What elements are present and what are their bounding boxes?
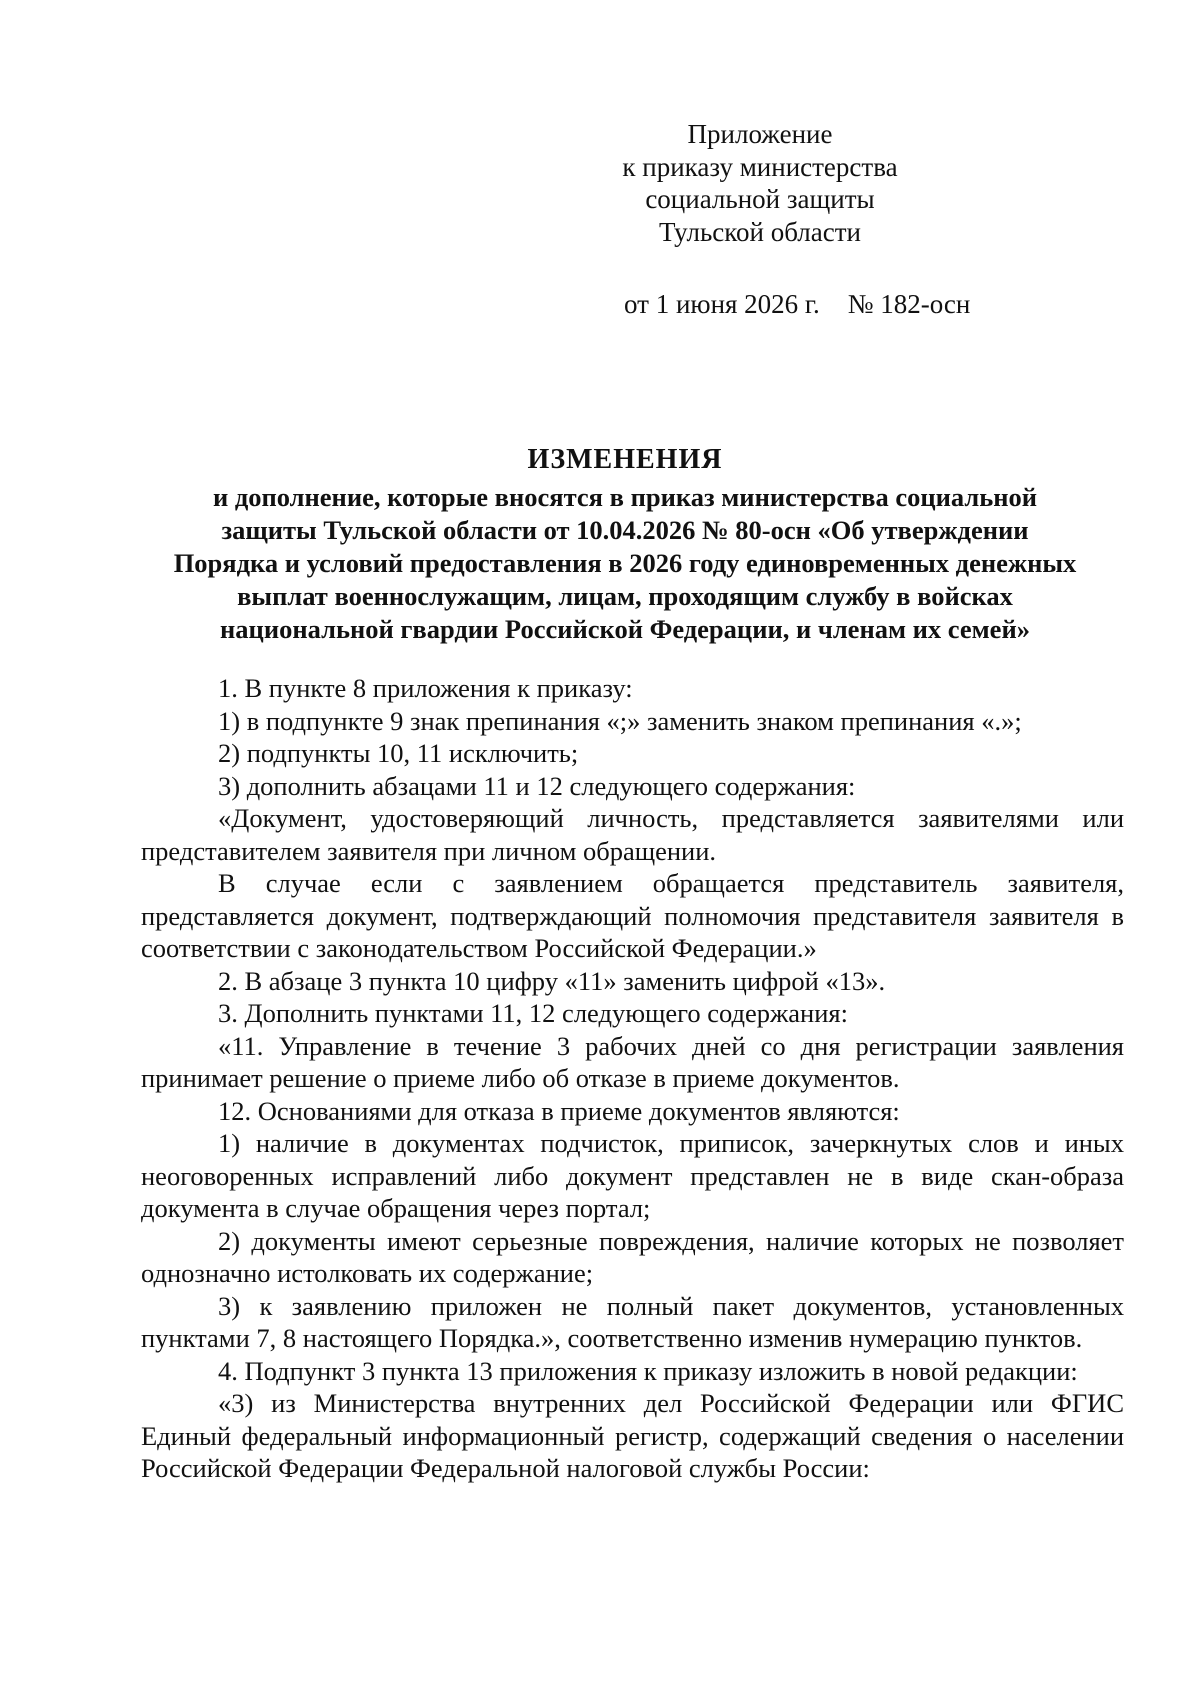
- appendix-header: [590, 118, 930, 248]
- paragraph: «3) из Министерства внутренних дел Российской Федерации или ФГИС Единый федеральный информационный регистр, содержащий сведения о населении Российской Федерации Федеральной налоговой службы России:: [141, 1388, 1124, 1483]
- title-line: национальной гвардии Российской Федерации, и членам их семей»: [220, 614, 1030, 644]
- paragraph: 3. Дополнить пунктами 11, 12 следующего содержания:: [218, 998, 848, 1028]
- paragraph: 2) документы имеют серьезные повреждения, наличие которых не позволяет однозначно истолковать их содержание;: [141, 1225, 1124, 1288]
- appendix-line: к приказу министерства: [622, 151, 898, 182]
- appendix-line: Приложение: [687, 119, 833, 149]
- paragraph: 3) к заявлению приложен не полный пакет документов, установленных пунктами 7, 8 настоящего Порядка.», соответственно изменив нумерацию пунктов.: [141, 1290, 1124, 1353]
- paragraph: «11. Управление в течение 3 рабочих дней со дня регистрации заявления принимает решение о приеме либо об отказе в приеме документов.: [141, 1030, 1124, 1093]
- order-number: № 182-осн: [847, 289, 971, 319]
- title-line: выплат военнослужащим, лицам, проходящим службу в войсках: [237, 581, 1013, 611]
- title-main: ИЗМЕНЕНИЯ: [527, 444, 723, 475]
- order-date-number: [624, 288, 1004, 320]
- title-line: защиты Тульской области от 10.04.2026 № 80-осн «Об утверждении: [221, 515, 1029, 545]
- document-body: [141, 672, 1124, 1485]
- order-date: от 1 июня 2026 г.: [624, 289, 820, 319]
- paragraph: 2) подпункты 10, 11 исключить;: [218, 738, 579, 768]
- appendix-line: социальной защиты: [645, 184, 875, 214]
- document-title: [130, 442, 1120, 646]
- title-line: и дополнение, которые вносятся в приказ министерства социальной: [212, 482, 1038, 512]
- paragraph: 3) дополнить абзацами 11 и 12 следующего содержания:: [218, 770, 856, 801]
- paragraph: В случае если с заявлением обращается представитель заявителя, представляется документ, подтверждающий полномочия представителя заявителя в соответствии с законодательством Российской Федерации.»: [141, 868, 1124, 963]
- paragraph: 1. В пункте 8 приложения к приказу:: [218, 673, 633, 703]
- paragraph: «Документ, удостоверяющий личность, представляется заявителями или представителем заявителя при личном обращении.: [141, 803, 1124, 866]
- title-line: Порядка и условий предоставления в 2026 году единовременных денежных: [173, 548, 1077, 578]
- appendix-line: Тульской области: [659, 216, 861, 247]
- paragraph: 12. Основаниями для отказа в приеме документов являются:: [218, 1095, 900, 1126]
- paragraph: 1) в подпункте 9 знак препинания «;» заменить знаком препинания «.»;: [218, 705, 1022, 736]
- paragraph: 4. Подпункт 3 пункта 13 приложения к приказу изложить в новой редакции:: [218, 1355, 1078, 1386]
- title-subtitle: [130, 481, 1120, 646]
- paragraph: 1) наличие в документах подчисток, приписок, зачеркнутых слов и иных неоговоренных исправлений либо документ представлен не в виде скан-образа документа в случае обращения через портал;: [141, 1128, 1124, 1223]
- paragraph: 2. В абзаце 3 пункта 10 цифру «11» заменить цифрой «13».: [218, 965, 886, 996]
